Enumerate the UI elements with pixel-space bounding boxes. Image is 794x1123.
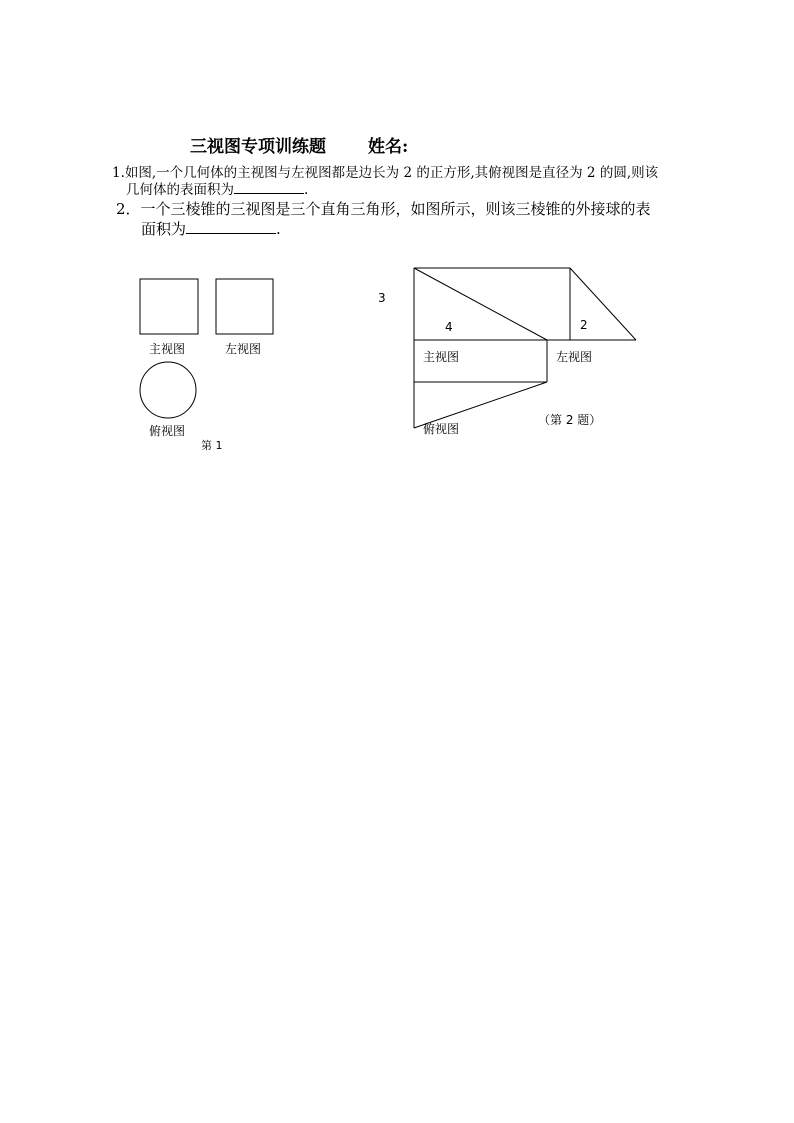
fig2-width-dimension: 2 — [580, 318, 588, 332]
question-2-number: 2． — [116, 200, 141, 218]
fig2-length-dimension: 4 — [445, 320, 453, 334]
page-title: 三视图专项训练题 — [190, 137, 326, 157]
fig1-top-view-circle — [140, 362, 196, 418]
fig2-left-view-label: 左视图 — [556, 350, 593, 364]
question-1-text-cont: 几何体的表面积为 — [126, 182, 234, 198]
fig1-caption: 第 1 — [201, 439, 223, 452]
name-label: 姓名: — [368, 137, 409, 157]
fig1-front-view-label: 主视图 — [149, 342, 186, 356]
fig2-top-view-label: 俯视图 — [423, 422, 460, 436]
question-2-period: . — [276, 220, 281, 238]
question-1-period: . — [304, 182, 309, 198]
fig2-height-dimension: 3 — [378, 291, 386, 305]
fig2-front-hypotenuse — [414, 268, 547, 340]
fig2-caption: （第 2 题） — [538, 413, 602, 427]
fig1-front-view-square — [140, 279, 198, 334]
question-2-text: 一个三棱锥的三视图是三个直角三角形，如图所示，则该三棱锥的外接球的表 — [140, 200, 651, 218]
fig1-top-view-label: 俯视图 — [149, 424, 186, 438]
question-1-text: 如图,一个几何体的主视图与左视图都是边长为 2 的正方形,其俯视图是直径为 2 的圆,则该 — [124, 165, 659, 181]
question-1-number: 1. — [112, 165, 125, 181]
question-2-text-cont: 面积为 — [141, 220, 187, 238]
fig1-left-view-square — [216, 279, 273, 334]
fig1-left-view-label: 左视图 — [225, 342, 262, 356]
fig2-front-view-label: 主视图 — [423, 350, 460, 364]
